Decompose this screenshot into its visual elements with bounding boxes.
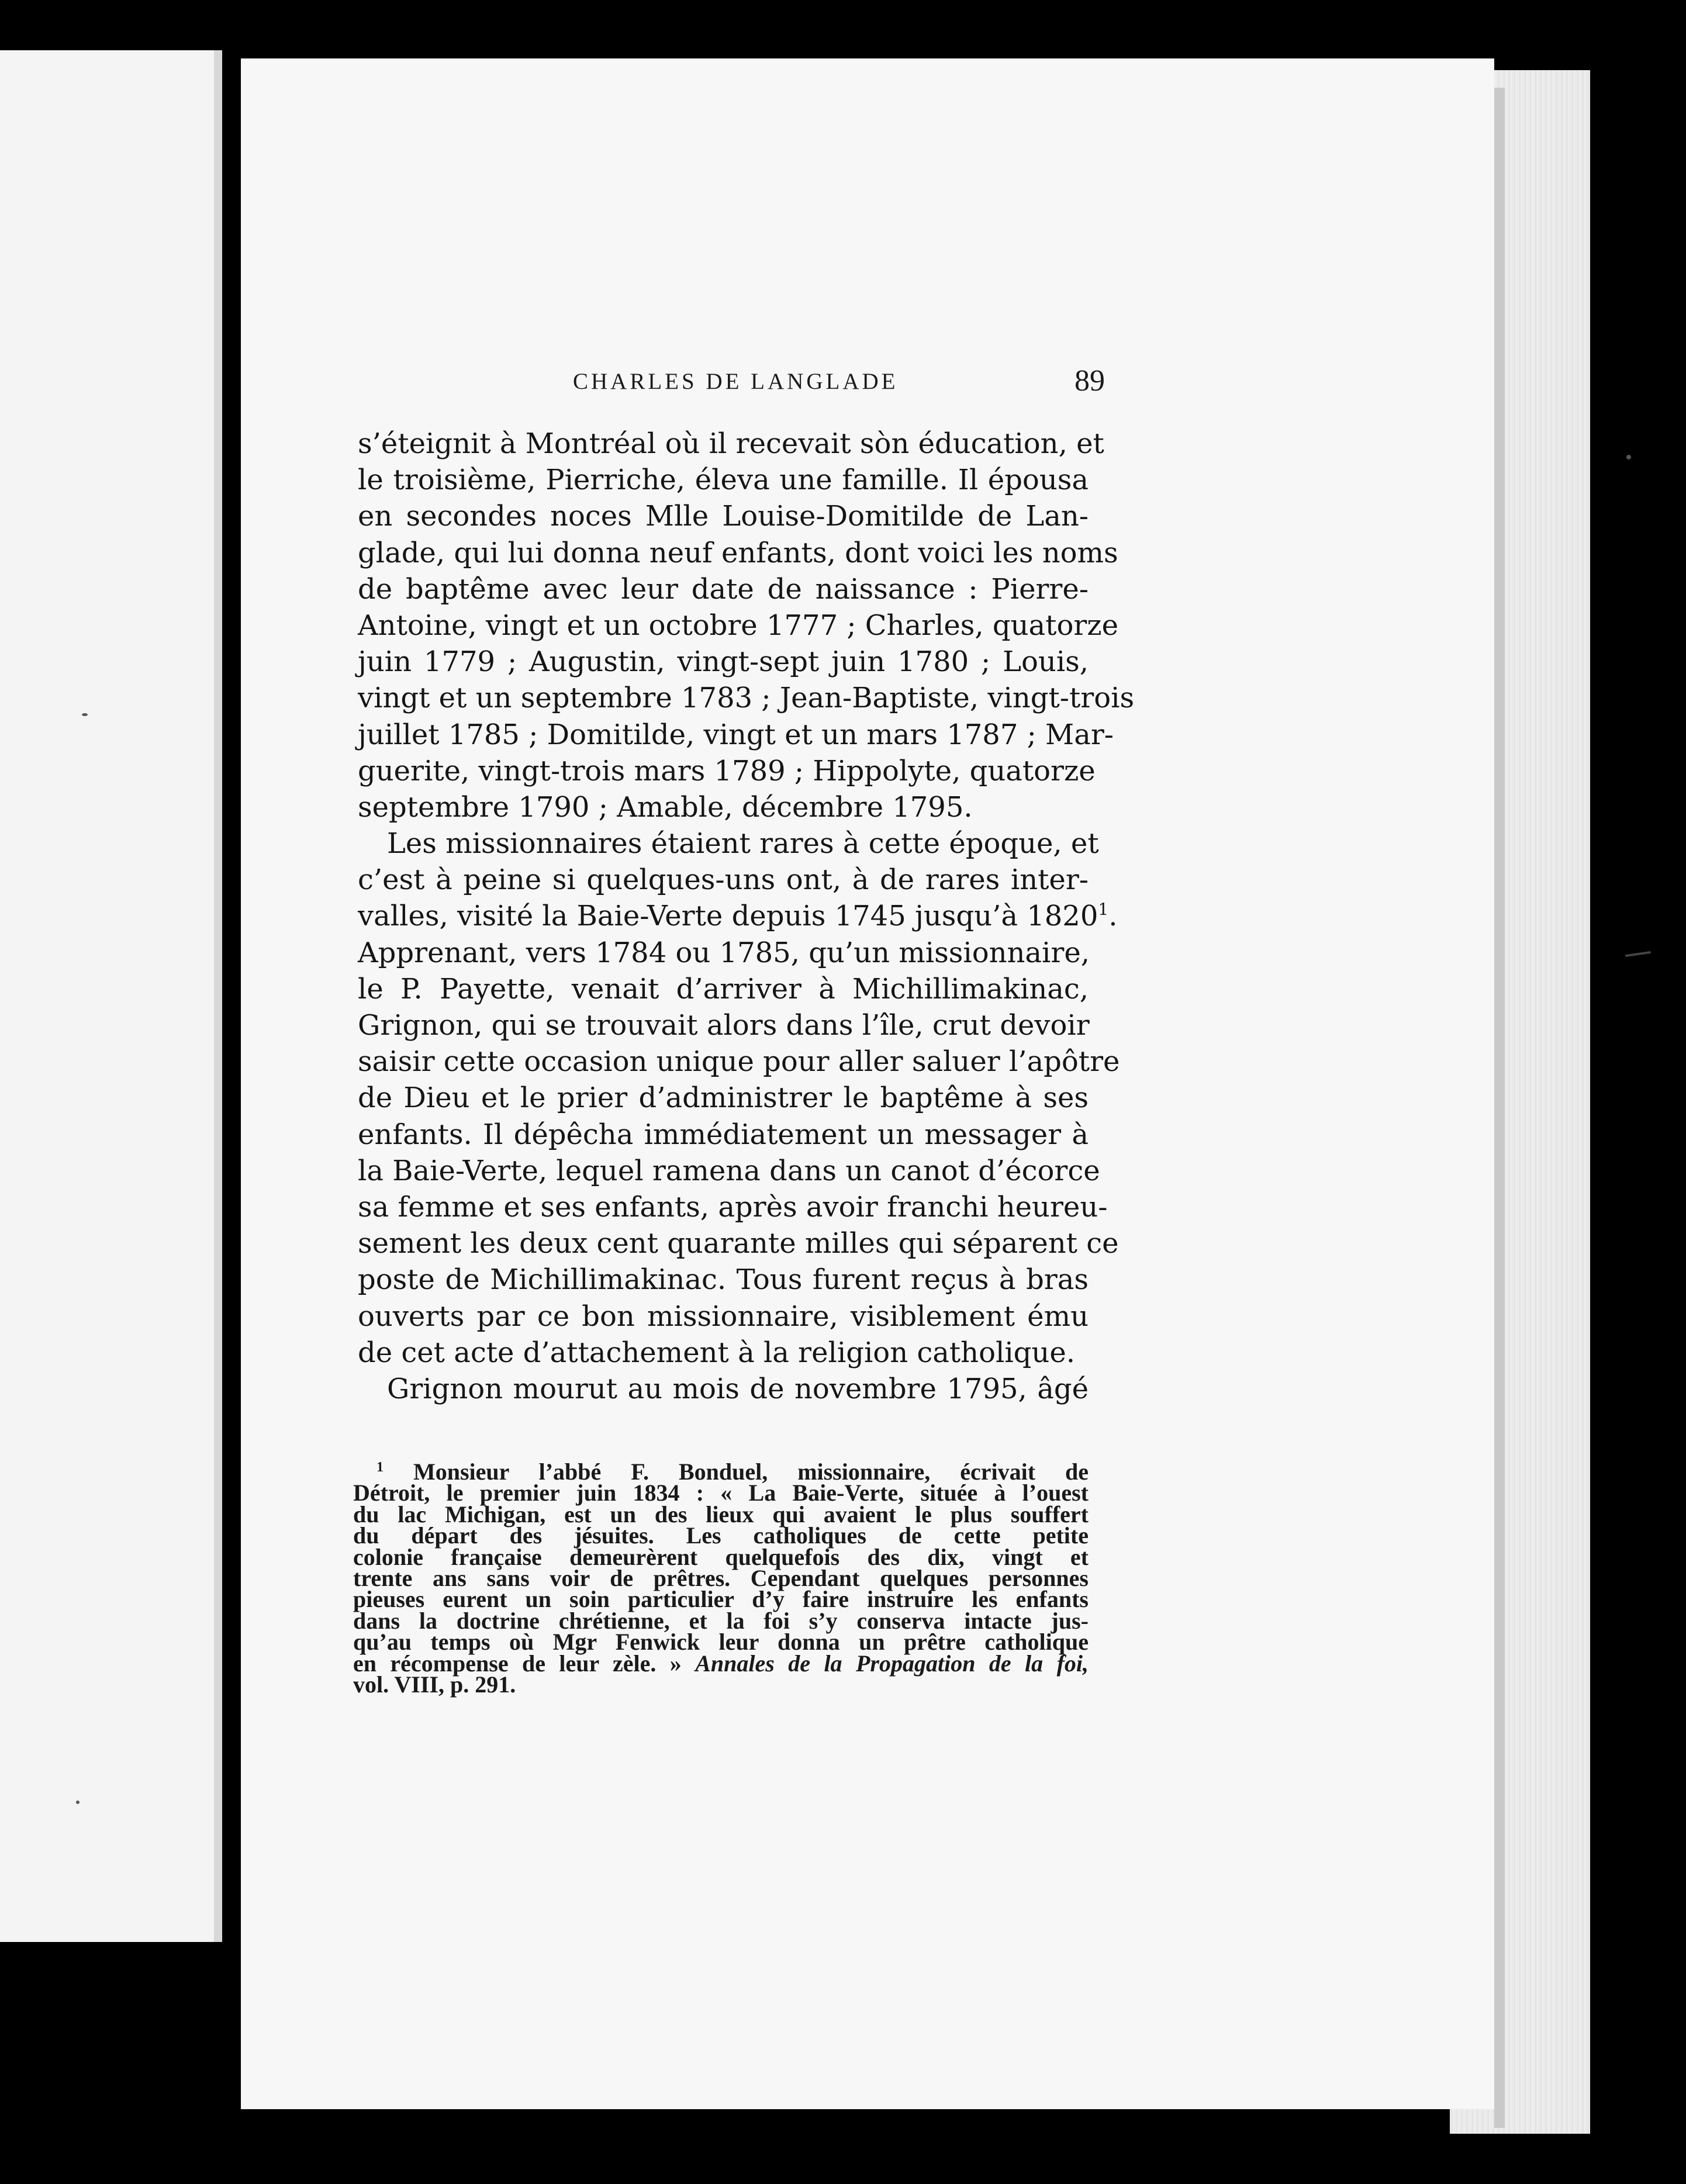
footnote-line: vol. VIII, p. 291. (353, 1671, 516, 1698)
body-line: enfants. Il dépêcha immédiatement un messager à (358, 1118, 1089, 1151)
body-line: Grignon, qui se trouvait alors dans l’île, crut devoir (358, 1009, 1090, 1042)
body-line: c’est à peine si quelques-uns ont, à de rares inter- (358, 863, 1089, 897)
body-line: glade, qui lui donna neuf enfants, dont voici les noms (358, 536, 1118, 569)
footnote-block (353, 1459, 1089, 1698)
footnote-text: Monsieur l’abbé F. Bonduel, missionnaire, écrivait de (413, 1459, 1089, 1485)
body-line: guerite, vingt-trois mars 1789 ; Hippolyte, quatorze (358, 754, 1096, 787)
body-line: Apprenant, vers 1784 ou 1785, qu’un missionnaire, (358, 936, 1090, 969)
facing-page-shadow (214, 50, 222, 1942)
body-line: poste de Michillimakinac. Tous furent reçus à bras (358, 1263, 1089, 1297)
footnote-reference-period: . (1108, 900, 1118, 933)
facing-page-edge (0, 50, 221, 1942)
body-line: de cet acte d’attachement à la religion catholique. (358, 1336, 1075, 1369)
body-line: vingt et un septembre 1783 ; Jean-Baptiste, vingt-trois (358, 682, 1135, 715)
footnote-line: qu’au temps où Mgr Fenwick leur donna un prêtre catholique (353, 1629, 1089, 1656)
page-edge-shadow (1494, 88, 1505, 2128)
footnote-line: Détroit, le premier juin 1834 : « La Baie-Verte, située à l’ouest (353, 1480, 1089, 1506)
body-line: le troisième, Pierriche, éleva une famille. Il épousa (358, 464, 1089, 497)
body-line: juillet 1785 ; Domitilde, vingt et un mars 1787 ; Mar- (358, 718, 1114, 751)
footnote-line: du départ des jésuites. Les catholiques de cette petite (353, 1522, 1089, 1549)
footnote-line: du lac Michigan, est un des lieux qui avaient le plus souffert (353, 1501, 1089, 1528)
body-line-text: valles, visité la Baie-Verte depuis 1745 jusqu’à 1820 (358, 900, 1098, 933)
body-line: juin 1779 ; Augustin, vingt-sept juin 1780 ; Louis, (358, 645, 1089, 679)
footnote-line: dans la doctrine chrétienne, et la foi s’y conserva intacte jus- (353, 1607, 1089, 1634)
body-line: s’éteignit à Montréal où il recevait sòn éducation, et (358, 427, 1104, 460)
body-line: sement les deux cent quarante milles qui séparent ce (358, 1227, 1119, 1260)
body-line: de Dieu et le prier d’administrer le baptême à ses (358, 1081, 1089, 1115)
footnote-line: trente ans sans voir de prêtres. Cependant quelques personnes (353, 1564, 1089, 1591)
body-line: Antoine, vingt et un octobre 1777 ; Charles, quatorze (358, 609, 1118, 642)
running-head: CHARLES DE LANGLADE (573, 369, 899, 394)
footnote-citation: Annales de la Propagation de la foi, (695, 1650, 1089, 1677)
footnote-line: colonie française demeurèrent quelquefois des dix, vingt et (353, 1543, 1089, 1570)
body-line-paragraph-start: Les missionnaires étaient rares à cette époque, et (387, 827, 1099, 861)
page-number: 89 (1075, 364, 1105, 398)
body-line: le P. Payette, venait d’arriver à Michillimakinac, (358, 972, 1089, 1005)
body-line: septembre 1790 ; Amable, décembre 1795. (358, 790, 973, 824)
body-line: en secondes noces Mlle Louise-Domitilde de Lan- (358, 500, 1089, 533)
scan-mark (1625, 951, 1651, 957)
scan-speck (1626, 455, 1631, 459)
footnote-line: pieuses eurent un soin particulier d’y faire instruire les enfants (353, 1586, 1089, 1613)
body-line: saisir cette occasion unique pour aller saluer l’apôtre (358, 1045, 1120, 1079)
scan-speck (82, 713, 88, 716)
footnote-reference: 1 (1098, 900, 1109, 920)
body-line-with-note (358, 898, 1118, 934)
scan-speck (76, 1801, 80, 1804)
body-line: ouverts par ce bon missionnaire, visiblement ému (358, 1300, 1089, 1333)
body-line: de baptême avec leur date de naissance : Pierre- (358, 572, 1089, 606)
footnote-mark: 1 (376, 1460, 384, 1475)
body-line: sa femme et ses enfants, après avoir franchi heureu- (358, 1190, 1108, 1224)
body-line-paragraph-start: Grignon mourut au mois de novembre 1795, âgé (387, 1372, 1089, 1405)
footnote-text: en récompense de leur zèle. » (353, 1650, 682, 1677)
body-line: la Baie-Verte, lequel ramena dans un canot d’écorce (358, 1154, 1100, 1187)
body-text (358, 426, 1135, 1407)
